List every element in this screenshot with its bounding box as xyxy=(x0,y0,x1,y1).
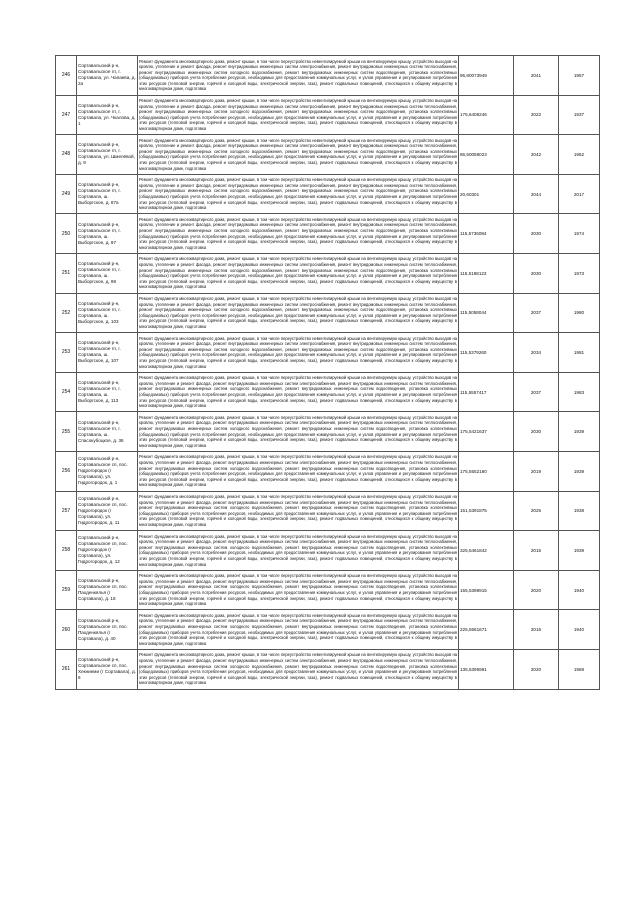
build-year-cell-text: 1974 xyxy=(573,231,585,237)
address-cell-text: Сортавальский р-н, Сортавальское гп, г. Сортавала, ул. Чапаева, д. 2а xyxy=(78,63,136,87)
build-year-cell xyxy=(559,649,600,689)
table-row xyxy=(56,214,600,254)
works-cell xyxy=(138,56,459,96)
address-cell-text: Сортавальский р-н, Сортавальское сп, пос. Хекниеми (г Сортавала), д. 6 xyxy=(78,657,136,681)
planned-year-cell-text: 2030 xyxy=(530,270,542,276)
table-row xyxy=(56,491,600,531)
build-year-cell-text: 1939 xyxy=(573,468,585,474)
address-cell-text: Сортавальский р-н, Сортавальское гп, г. Сортавала, ул. Чкалова, д. 1 xyxy=(78,102,136,126)
table-row xyxy=(56,570,600,610)
address-cell xyxy=(77,333,138,373)
amount-cell-text: 115,5188123 xyxy=(460,270,487,276)
planned-year-cell xyxy=(514,412,559,452)
works-cell-text: Ремонт фундамента многоквартирного дома, ремонт крыши, в том числе переустройство невентилируемой крыши на вентилируемую крышу, устройство выходов на кровлю, утепление и ремонт фасада, ремонт внутридомовых инженерных систем электроснабжения, ремонт внутридомовых инженерных систем теплоснабжения, ремонт внутридомовых инженерных систем холодного водоснабжения, ремонт внутридомовых инженерных систем водоотведения, установка коллективных (общедомовых) приборов учета потребления ресурсов, необходимых для предоставления коммунальных услуг, и узлов управления и регулирования потребления этих ресурсов (тепловой энергии, горячей и холодной воды, электрической энергии, газа), ремонт подвальных помещений, относящихся к общему имуществу в многоквартирном доме, подготовка xyxy=(139,137,457,171)
address-cell xyxy=(77,610,138,650)
row-number xyxy=(56,531,77,571)
amount-cell-text: 225,5561671 xyxy=(460,627,487,633)
row-number xyxy=(56,135,77,175)
planned-year-cell-text: 2022 xyxy=(530,112,542,118)
address-cell-text: Сортавальский р-н, Сортавальское сп, пос. Гидрогородок (г Сортавала), ул. Гидрогородок, д. 12 xyxy=(78,535,128,565)
address-cell xyxy=(77,570,138,610)
address-cell xyxy=(77,253,138,293)
table-row xyxy=(56,253,600,293)
table-row xyxy=(56,135,600,175)
amount-cell xyxy=(459,610,514,650)
amount-cell xyxy=(459,451,514,491)
works-cell-text: Ремонт фундамента многоквартирного дома, ремонт крыши, в том числе переустройство невентилируемой крыши на вентилируемую крышу, устройство выходов на кровлю, утепление и ремонт фасада, ремонт внутридомовых инженерных систем электроснабжения, ремонт внутридомовых инженерных систем теплоснабжения, ремонт внутридомовых инженерных систем холодного водоснабжения, ремонт внутридомовых инженерных систем водоотведения, установка коллективных (общедомовых) приборов учета потребления ресурсов, необходимых для предоставления коммунальных услуг, и узлов управления и регулирования потребления этих ресурсов (тепловой энергии, горячей и холодной воды, электрической энергии, газа), ремонт подвальных помещений, относящихся к общему имуществу в многоквартирном доме, подготовка xyxy=(139,573,457,607)
works-cell-text: Ремонт фундамента многоквартирного дома, ремонт крыши, в том числе переустройство невентилируемой крыши на вентилируемую крышу, устройство выходов на кровлю, утепление и ремонт фасада, ремонт внутридомовых инженерных систем электроснабжения, ремонт внутридомовых инженерных систем теплоснабжения, ремонт внутридомовых инженерных систем холодного водоснабжения, ремонт внутридомовых инженерных систем водоотведения, установка коллективных (общедомовых) приборов учета потребления ресурсов, необходимых для предоставления коммунальных услуг, и узлов управления и регулирования потребления этих ресурсов (тепловой энергии, горячей и холодной воды, электрической энергии, газа), ремонт подвальных помещений, относящихся к общему имуществу в многоквартирном доме, подготовка xyxy=(139,58,457,92)
table-row xyxy=(56,649,600,689)
works-cell xyxy=(138,333,459,373)
works-cell xyxy=(138,570,459,610)
address-cell xyxy=(77,412,138,452)
build-year-cell-text: 2017 xyxy=(573,191,585,197)
build-year-cell xyxy=(559,570,600,610)
works-cell-text: Ремонт фундамента многоквартирного дома, ремонт крыши, в том числе переустройство невентилируемой крыши на вентилируемую крышу, устройство выходов на кровлю, утепление и ремонт фасада, ремонт внутридомовых инженерных систем электроснабжения, ремонт внутридомовых инженерных систем теплоснабжения, ремонт внутридомовых инженерных систем холодного водоснабжения, ремонт внутридомовых инженерных систем водоотведения, установка коллективных (общедомовых) приборов учета потребления ресурсов, необходимых для предоставления коммунальных услуг, и узлов управления и регулирования потребления этих ресурсов (тепловой энергии, горячей и холодной воды, электрической энергии, газа), ремонт подвальных помещений, относящихся к общему имуществу в многоквартирном доме, подготовка xyxy=(139,494,457,528)
works-cell-text: Ремонт фундамента многоквартирного дома, ремонт крыши, в том числе переустройство невентилируемой крыши на вентилируемую крышу, устройство выходов на кровлю, утепление и ремонт фасада, ремонт внутридомовых инженерных систем электроснабжения, ремонт внутридомовых инженерных систем теплоснабжения, ремонт внутридомовых инженерных систем холодного водоснабжения, ремонт внутридомовых инженерных систем водоотведения, установка коллективных (общедомовых) приборов учета потребления ресурсов, необходимых для предоставления коммунальных услуг, и узлов управления и регулирования потребления этих ресурсов (тепловой энергии, горячей и холодной воды, электрической энергии, газа), ремонт подвальных помещений, относящихся к общему имуществу в многоквартирном доме, подготовка xyxy=(139,256,457,290)
address-cell xyxy=(77,293,138,333)
build-year-cell xyxy=(559,253,600,293)
amount-cell xyxy=(459,491,514,531)
row-number xyxy=(56,372,77,412)
amount-cell-text: 135,5395961 xyxy=(460,666,487,672)
build-year-cell xyxy=(559,491,600,531)
amount-cell-text: 95,80073949 xyxy=(460,72,487,78)
planned-year-cell-text: 2025 xyxy=(530,508,542,514)
build-year-cell xyxy=(559,372,600,412)
planned-year-cell-text: 2020 xyxy=(530,587,542,593)
build-year-cell-text: 1983 xyxy=(573,389,585,395)
planned-year-cell xyxy=(514,372,559,412)
amount-cell xyxy=(459,214,514,254)
address-cell xyxy=(77,372,138,412)
table-row xyxy=(56,531,600,571)
build-year-cell xyxy=(559,56,600,96)
table-row xyxy=(56,174,600,214)
row-number-text: 253 xyxy=(61,349,71,356)
planned-year-cell-text: 2016 xyxy=(530,627,542,633)
amount-cell xyxy=(459,531,514,571)
amount-cell xyxy=(459,649,514,689)
build-year-cell-text: 1981 xyxy=(573,349,585,355)
table-row xyxy=(56,95,600,135)
address-cell-text: Сортавальский р-н, Сортавальское гп, г. Сортавала, ш. Выборгское, д. 107 xyxy=(78,340,121,364)
address-cell-text: Сортавальский р-н, Сортавальское гп, г. Сортавала, ш. Выборгское, д. 113 xyxy=(78,380,121,404)
works-cell xyxy=(138,372,459,412)
amount-cell xyxy=(459,253,514,293)
row-number-text: 255 xyxy=(61,428,71,435)
planned-year-cell-text: 2037 xyxy=(530,310,542,316)
amount-cell xyxy=(459,570,514,610)
table-row xyxy=(56,372,600,412)
row-number xyxy=(56,649,77,689)
planned-year-cell-text: 2041 xyxy=(530,72,542,78)
row-number xyxy=(56,491,77,531)
amount-cell xyxy=(459,95,514,135)
table-row xyxy=(56,451,600,491)
build-year-cell xyxy=(559,135,600,175)
build-year-cell-text: 1940 xyxy=(573,587,585,593)
build-year-cell xyxy=(559,451,600,491)
build-year-cell xyxy=(559,531,600,571)
works-cell xyxy=(138,253,459,293)
address-cell xyxy=(77,56,138,96)
works-cell xyxy=(138,451,459,491)
planned-year-cell xyxy=(514,56,559,96)
row-number-text: 251 xyxy=(61,270,71,277)
build-year-cell-text: 1980 xyxy=(573,310,585,316)
build-year-cell xyxy=(559,412,600,452)
amount-cell-text: 20,60301 xyxy=(460,191,480,197)
amount-cell-text: 325,5461842 xyxy=(460,547,487,553)
row-number-text: 254 xyxy=(61,389,71,396)
amount-cell xyxy=(459,372,514,412)
address-cell-text: Сортавальский р-н, Сортавальское сп, пос. Пахденкялья (г Сортавала), д. 40 xyxy=(78,617,128,641)
address-cell xyxy=(77,214,138,254)
table-row xyxy=(56,293,600,333)
address-cell-text: Сортавальский р-н, Сортавальское гп, г. Сортавала, ш. Выборгское, д. 97 xyxy=(78,221,121,245)
address-cell xyxy=(77,531,138,571)
works-cell xyxy=(138,610,459,650)
row-number xyxy=(56,214,77,254)
row-number xyxy=(56,56,77,96)
row-number-text: 256 xyxy=(61,468,71,475)
amount-cell xyxy=(459,333,514,373)
planned-year-cell-text: 2030 xyxy=(530,231,542,237)
build-year-cell xyxy=(559,333,600,373)
planned-year-cell xyxy=(514,491,559,531)
planned-year-cell xyxy=(514,570,559,610)
works-cell-text: Ремонт фундамента многоквартирного дома, ремонт крыши, в том числе переустройство невентилируемой крыши на вентилируемую крышу, устройство выходов на кровлю, утепление и ремонт фасада, ремонт внутридомовых инженерных систем электроснабжения, ремонт внутридомовых инженерных систем теплоснабжения, ремонт внутридомовых инженерных систем холодного водоснабжения, ремонт внутридомовых инженерных систем водоотведения, установка коллективных (общедомовых) приборов учета потребления ресурсов, необходимых для предоставления коммунальных услуг, и узлов управления и регулирования потребления этих ресурсов (тепловой энергии, горячей и холодной воды, электрической энергии, газа), ремонт подвальных помещений, относящихся к общему имуществу в многоквартирном доме, подготовка xyxy=(139,612,457,646)
amount-cell-text: 115,5557417 xyxy=(460,389,487,395)
amount-cell-text: 86,50058023 xyxy=(460,151,487,157)
row-number xyxy=(56,451,77,491)
address-cell-text: Сортавальский р-н, Сортавальское сп, пос. Гидрогородок (г Сортавала), ул. Гидрогородок, д. 1 xyxy=(78,456,128,486)
address-cell-text: Сортавальский р-н, Сортавальское сп, пос. Пахденкялья (г Сортавала), д. 18 xyxy=(78,578,128,602)
amount-cell xyxy=(459,56,514,96)
build-year-cell xyxy=(559,95,600,135)
amount-cell xyxy=(459,135,514,175)
planned-year-cell xyxy=(514,451,559,491)
planned-year-cell-text: 2037 xyxy=(530,389,542,395)
works-cell xyxy=(138,649,459,689)
planned-year-cell-text: 2019 xyxy=(530,468,542,474)
planned-year-cell xyxy=(514,531,559,571)
row-number xyxy=(56,570,77,610)
amount-cell-text: 115,5736084 xyxy=(460,231,487,237)
row-number-text: 260 xyxy=(61,626,71,633)
row-number-text: 261 xyxy=(61,666,71,673)
build-year-cell xyxy=(559,610,600,650)
row-number-text: 252 xyxy=(61,309,71,316)
build-year-cell-text: 1973 xyxy=(573,270,585,276)
planned-year-cell-text: 2030 xyxy=(530,429,542,435)
amount-cell-text: 155,5398915 xyxy=(460,587,487,593)
row-number xyxy=(56,333,77,373)
planned-year-cell xyxy=(514,253,559,293)
works-cell-text: Ремонт фундамента многоквартирного дома, ремонт крыши, в том числе переустройство невентилируемой крыши на вентилируемую крышу, устройство выходов на кровлю, утепление и ремонт фасада, ремонт внутридомовых инженерных систем электроснабжения, ремонт внутридомовых инженерных систем теплоснабжения, ремонт внутридомовых инженерных систем холодного водоснабжения, ремонт внутридомовых инженерных систем водоотведения, установка коллективных (общедомовых) приборов учета потребления ресурсов, необходимых для предоставления коммунальных услуг, и узлов управления и регулирования потребления этих ресурсов (тепловой энергии, горячей и холодной воды, электрической энергии, газа), ремонт подвальных помещений, относящихся к общему имуществу в многоквартирном доме, подготовка xyxy=(139,335,457,369)
address-cell-text: Сортавальский р-н, Сортавальское гп, г. Сортавала, ул. Шмелёвой, д. 9 xyxy=(78,142,135,166)
works-cell xyxy=(138,412,459,452)
works-cell-text: Ремонт фундамента многоквартирного дома, ремонт крыши, в том числе переустройство невентилируемой крыши на вентилируемую крышу, устройство выходов на кровлю, утепление и ремонт фасада, ремонт внутридомовых инженерных систем электроснабжения, ремонт внутридомовых инженерных систем теплоснабжения, ремонт внутридомовых инженерных систем холодного водоснабжения, ремонт внутридомовых инженерных систем водоотведения, установка коллективных (общедомовых) приборов учета потребления ресурсов, необходимых для предоставления коммунальных услуг, и узлов управления и регулирования потребления этих ресурсов (тепловой энергии, горячей и холодной воды, электрической энергии, газа), ремонт подвальных помещений, относящихся к общему имуществу в многоквартирном доме, подготовка xyxy=(139,414,457,448)
address-cell xyxy=(77,491,138,531)
planned-year-cell-text: 2044 xyxy=(530,191,542,197)
address-cell xyxy=(77,174,138,214)
amount-cell-text: 151,5391875 xyxy=(460,508,487,514)
row-number-text: 258 xyxy=(61,547,71,554)
address-cell xyxy=(77,649,138,689)
build-year-cell xyxy=(559,214,600,254)
works-cell xyxy=(138,491,459,531)
works-cell xyxy=(138,95,459,135)
works-cell-text: Ремонт фундамента многоквартирного дома, ремонт крыши, в том числе переустройство невентилируемой крыши на вентилируемую крышу, устройство выходов на кровлю, утепление и ремонт фасада, ремонт внутридомовых инженерных систем электроснабжения, ремонт внутридомовых инженерных систем теплоснабжения, ремонт внутридомовых инженерных систем холодного водоснабжения, ремонт внутридомовых инженерных систем водоотведения, установка коллективных (общедомовых) приборов учета потребления ресурсов, необходимых для предоставления коммунальных услуг, и узлов управления и регулирования потребления этих ресурсов (тепловой энергии, горячей и холодной воды, электрической энергии, газа), ремонт подвальных помещений, относящихся к общему имуществу в многоквартирном доме, подготовка xyxy=(139,375,457,409)
row-number-text: 259 xyxy=(61,587,71,594)
build-year-cell-text: 1937 xyxy=(573,112,585,118)
row-number-text: 249 xyxy=(61,191,71,198)
works-table xyxy=(55,55,600,690)
row-number xyxy=(56,95,77,135)
works-cell-text: Ремонт фундамента многоквартирного дома, ремонт крыши, в том числе переустройство невентилируемой крыши на вентилируемую крышу, устройство выходов на кровлю, утепление и ремонт фасада, ремонт внутридомовых инженерных систем электроснабжения, ремонт внутридомовых инженерных систем теплоснабжения, ремонт внутридомовых инженерных систем холодного водоснабжения, ремонт внутридомовых инженерных систем водоотведения, установка коллективных (общедомовых) приборов учета потребления ресурсов, необходимых для предоставления коммунальных услуг, и узлов управления и регулирования потребления этих ресурсов (тепловой энергии, горячей и холодной воды, электрической энергии, газа), ремонт подвальных помещений, относящихся к общему имуществу в многоквартирном доме, подготовка xyxy=(139,652,457,686)
address-cell-text: Сортавальский р-н, Сортавальское гп, г. Сортавала, ш. Спасокубоцкое, д. 36 xyxy=(78,419,124,443)
address-cell-text: Сортавальский р-н, Сортавальское гп, г. Сортавала, ш. Выборгское, д. 103 xyxy=(78,300,121,324)
address-cell xyxy=(77,135,138,175)
build-year-cell-text: 1939 xyxy=(573,429,585,435)
planned-year-cell xyxy=(514,135,559,175)
row-number-text: 246 xyxy=(61,72,71,79)
row-number-text: 248 xyxy=(61,151,71,158)
amount-cell-text: 175,5421637 xyxy=(460,429,487,435)
row-number-text: 257 xyxy=(61,507,71,514)
table-row xyxy=(56,412,600,452)
planned-year-cell xyxy=(514,95,559,135)
build-year-cell-text: 1957 xyxy=(573,72,585,78)
build-year-cell xyxy=(559,174,600,214)
table-row xyxy=(56,333,600,373)
works-cell xyxy=(138,135,459,175)
address-cell-text: Сортавальский р-н, Сортавальское сп, пос. Гидрогородок (г Сортавала), ул. Гидрогородок, д. 11 xyxy=(78,495,128,525)
address-cell-text: Сортавальский р-н, Сортавальское гп, г. Сортавала, ш. Выборгское, д. 98 xyxy=(78,261,121,285)
table-row xyxy=(56,610,600,650)
works-cell-text: Ремонт фундамента многоквартирного дома, ремонт крыши, в том числе переустройство невентилируемой крыши на вентилируемую крышу, устройство выходов на кровлю, утепление и ремонт фасада, ремонт внутридомовых инженерных систем электроснабжения, ремонт внутридомовых инженерных систем теплоснабжения, ремонт внутридомовых инженерных систем холодного водоснабжения, ремонт внутридомовых инженерных систем водоотведения, установка коллективных (общедомовых) приборов учета потребления ресурсов, необходимых для предоставления коммунальных услуг, и узлов управления и регулирования потребления этих ресурсов (тепловой энергии, горячей и холодной воды, электрической энергии, газа), ремонт подвальных помещений, относящихся к общему имуществу в многоквартирном доме, подготовка xyxy=(139,177,457,211)
planned-year-cell xyxy=(514,333,559,373)
works-cell xyxy=(138,174,459,214)
amount-cell xyxy=(459,412,514,452)
works-cell xyxy=(138,293,459,333)
planned-year-cell-text: 2016 xyxy=(530,547,542,553)
planned-year-cell-text: 2042 xyxy=(530,151,542,157)
amount-cell-text: 175,5552180 xyxy=(460,468,487,474)
amount-cell xyxy=(459,174,514,214)
works-cell-text: Ремонт фундамента многоквартирного дома, ремонт крыши, в том числе переустройство невентилируемой крыши на вентилируемую крышу, устройство выходов на кровлю, утепление и ремонт фасада, ремонт внутридомовых инженерных систем электроснабжения, ремонт внутридомовых инженерных систем теплоснабжения, ремонт внутридомовых инженерных систем холодного водоснабжения, ремонт внутридомовых инженерных систем водоотведения, установка коллективных (общедомовых) приборов учета потребления ресурсов, необходимых для предоставления коммунальных услуг, и узлов управления и регулирования потребления этих ресурсов (тепловой энергии, горячей и холодной воды, электрической энергии, газа), ремонт подвальных помещений, относящихся к общему имуществу в многоквартирном доме, подготовка xyxy=(139,98,457,132)
works-cell xyxy=(138,214,459,254)
row-number xyxy=(56,174,77,214)
amount-cell-text: 175,6408246 xyxy=(460,112,487,118)
amount-cell-text: 115,5058044 xyxy=(460,310,487,316)
build-year-cell xyxy=(559,293,600,333)
build-year-cell-text: 1938 xyxy=(573,508,585,514)
works-cell xyxy=(138,531,459,571)
build-year-cell-text: 1939 xyxy=(573,547,585,553)
row-number-text: 250 xyxy=(61,230,71,237)
planned-year-cell xyxy=(514,214,559,254)
works-cell-text: Ремонт фундамента многоквартирного дома, ремонт крыши, в том числе переустройство невентилируемой крыши на вентилируемую крышу, устройство выходов на кровлю, утепление и ремонт фасада, ремонт внутридомовых инженерных систем электроснабжения, ремонт внутридомовых инженерных систем теплоснабжения, ремонт внутридомовых инженерных систем холодного водоснабжения, ремонт внутридомовых инженерных систем водоотведения, установка коллективных (общедомовых) приборов учета потребления ресурсов, необходимых для предоставления коммунальных услуг, и узлов управления и регулирования потребления этих ресурсов (тепловой энергии, горячей и холодной воды, электрической энергии, газа), ремонт подвальных помещений, относящихся к общему имуществу в многоквартирном доме, подготовка xyxy=(139,533,457,567)
works-cell-text: Ремонт фундамента многоквартирного дома, ремонт крыши, в том числе переустройство невентилируемой крыши на вентилируемую крышу, устройство выходов на кровлю, утепление и ремонт фасада, ремонт внутридомовых инженерных систем электроснабжения, ремонт внутридомовых инженерных систем теплоснабжения, ремонт внутридомовых инженерных систем холодного водоснабжения, ремонт внутридомовых инженерных систем водоотведения, установка коллективных (общедомовых) приборов учета потребления ресурсов, необходимых для предоставления коммунальных услуг, и узлов управления и регулирования потребления этих ресурсов (тепловой энергии, горячей и холодной воды, электрической энергии, газа), ремонт подвальных помещений, относящихся к общему имуществу в многоквартирном доме, подготовка xyxy=(139,296,457,330)
planned-year-cell xyxy=(514,649,559,689)
row-number xyxy=(56,610,77,650)
row-number xyxy=(56,412,77,452)
build-year-cell-text: 1940 xyxy=(573,627,585,633)
planned-year-cell-text: 2020 xyxy=(530,666,542,672)
row-number xyxy=(56,253,77,293)
address-cell-text: Сортавальский р-н, Сортавальское гп, г. Сортавала, ш. Выборгское, д. 87а xyxy=(78,182,121,206)
works-cell-text: Ремонт фундамента многоквартирного дома, ремонт крыши, в том числе переустройство невентилируемой крыши на вентилируемую крышу, устройство выходов на кровлю, утепление и ремонт фасада, ремонт внутридомовых инженерных систем электроснабжения, ремонт внутридомовых инженерных систем теплоснабжения, ремонт внутридомовых инженерных систем холодного водоснабжения, ремонт внутридомовых инженерных систем водоотведения, установка коллективных (общедомовых) приборов учета потребления ресурсов, необходимых для предоставления коммунальных услуг, и узлов управления и регулирования потребления этих ресурсов (тепловой энергии, горячей и холодной воды, электрической энергии, газа), ремонт подвальных помещений, относящихся к общему имуществу в многоквартирном доме, подготовка xyxy=(139,454,457,488)
address-cell xyxy=(77,451,138,491)
works-cell-text: Ремонт фундамента многоквартирного дома, ремонт крыши, в том числе переустройство невентилируемой крыши на вентилируемую крышу, устройство выходов на кровлю, утепление и ремонт фасада, ремонт внутридомовых инженерных систем электроснабжения, ремонт внутридомовых инженерных систем теплоснабжения, ремонт внутридомовых инженерных систем холодного водоснабжения, ремонт внутридомовых инженерных систем водоотведения, установка коллективных (общедомовых) приборов учета потребления ресурсов, необходимых для предоставления коммунальных услуг, и узлов управления и регулирования потребления этих ресурсов (тепловой энергии, горячей и холодной воды, электрической энергии, газа), ремонт подвальных помещений, относящихся к общему имуществу в многоквартирном доме, подготовка xyxy=(139,216,457,250)
amount-cell xyxy=(459,293,514,333)
table-row xyxy=(56,56,600,96)
row-number-text: 247 xyxy=(61,111,71,118)
amount-cell-text: 115,5379260 xyxy=(460,349,487,355)
planned-year-cell-text: 2034 xyxy=(530,349,542,355)
build-year-cell-text: 1962 xyxy=(573,151,585,157)
planned-year-cell xyxy=(514,174,559,214)
address-cell xyxy=(77,95,138,135)
planned-year-cell xyxy=(514,293,559,333)
row-number xyxy=(56,293,77,333)
planned-year-cell xyxy=(514,610,559,650)
build-year-cell-text: 1968 xyxy=(573,666,585,672)
